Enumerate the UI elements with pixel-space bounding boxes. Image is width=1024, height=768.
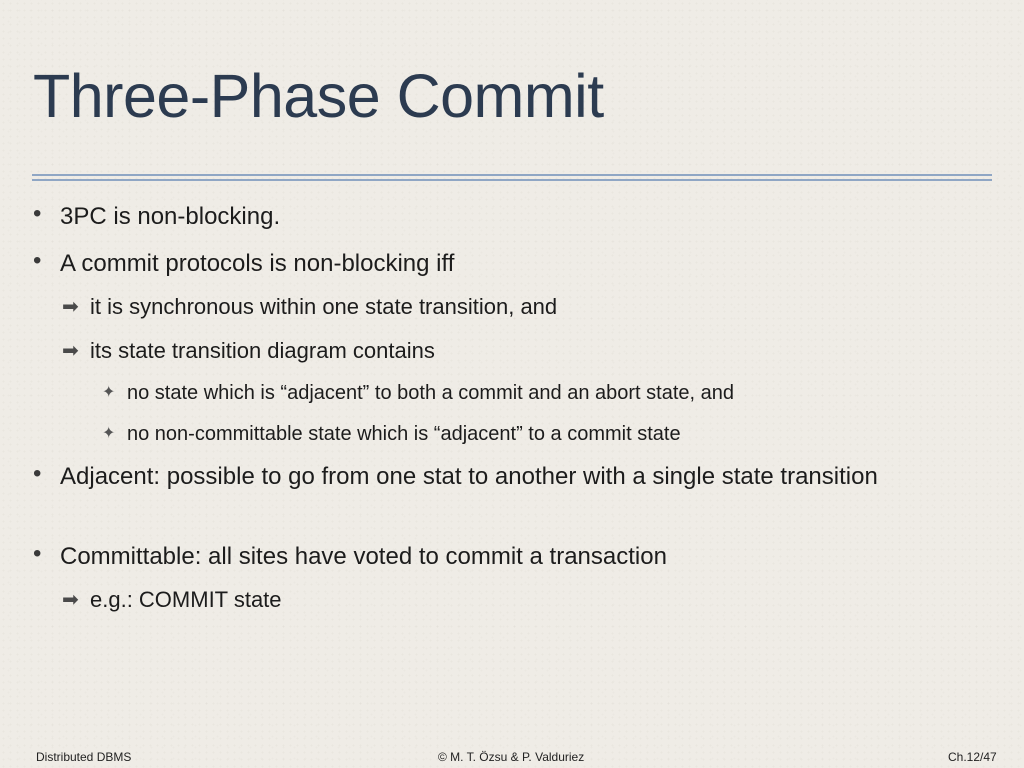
bullet-text: Committable: all sites have voted to commit a transaction xyxy=(60,543,667,570)
arrow-bullet-icon: ➡ xyxy=(62,589,79,611)
bullet-dot: • xyxy=(33,247,42,274)
sub-bullet-text: its state transition diagram contains xyxy=(90,338,435,363)
bullet-dot: • xyxy=(33,460,42,487)
footer-page-number: Ch.12/47 xyxy=(948,750,997,764)
bullet-text: 3PC is non-blocking. xyxy=(60,203,281,230)
star-bullet-icon: ✦ xyxy=(102,425,116,442)
title-divider-bottom xyxy=(32,179,992,181)
sub-bullet-text: it is synchronous within one state transition, and xyxy=(90,294,558,319)
bullet-dot: • xyxy=(33,540,42,567)
sub-bullet-text: e.g.: COMMIT state xyxy=(90,587,282,612)
arrow-bullet-icon: ➡ xyxy=(62,296,79,318)
bullet-dot: • xyxy=(33,200,42,227)
sub-sub-bullet-text: no state which is “adjacent” to both a commit and an abort state, and xyxy=(127,382,735,404)
arrow-bullet-icon: ➡ xyxy=(62,340,79,362)
bullet-text: A commit protocols is non-blocking iff xyxy=(60,250,455,277)
sub-sub-bullet-text: no non-committable state which is “adjacent” to a commit state xyxy=(127,423,681,445)
slide-title: Three-Phase Commit xyxy=(33,62,604,130)
star-bullet-icon: ✦ xyxy=(102,384,116,401)
footer-copyright: © M. T. Özsu & P. Valduriez xyxy=(438,750,585,764)
bullet-text: Adjacent: possible to go from one stat to another with a single state transition xyxy=(60,463,878,490)
title-divider-top xyxy=(32,174,992,176)
footer-course-label: Distributed DBMS xyxy=(36,750,132,764)
